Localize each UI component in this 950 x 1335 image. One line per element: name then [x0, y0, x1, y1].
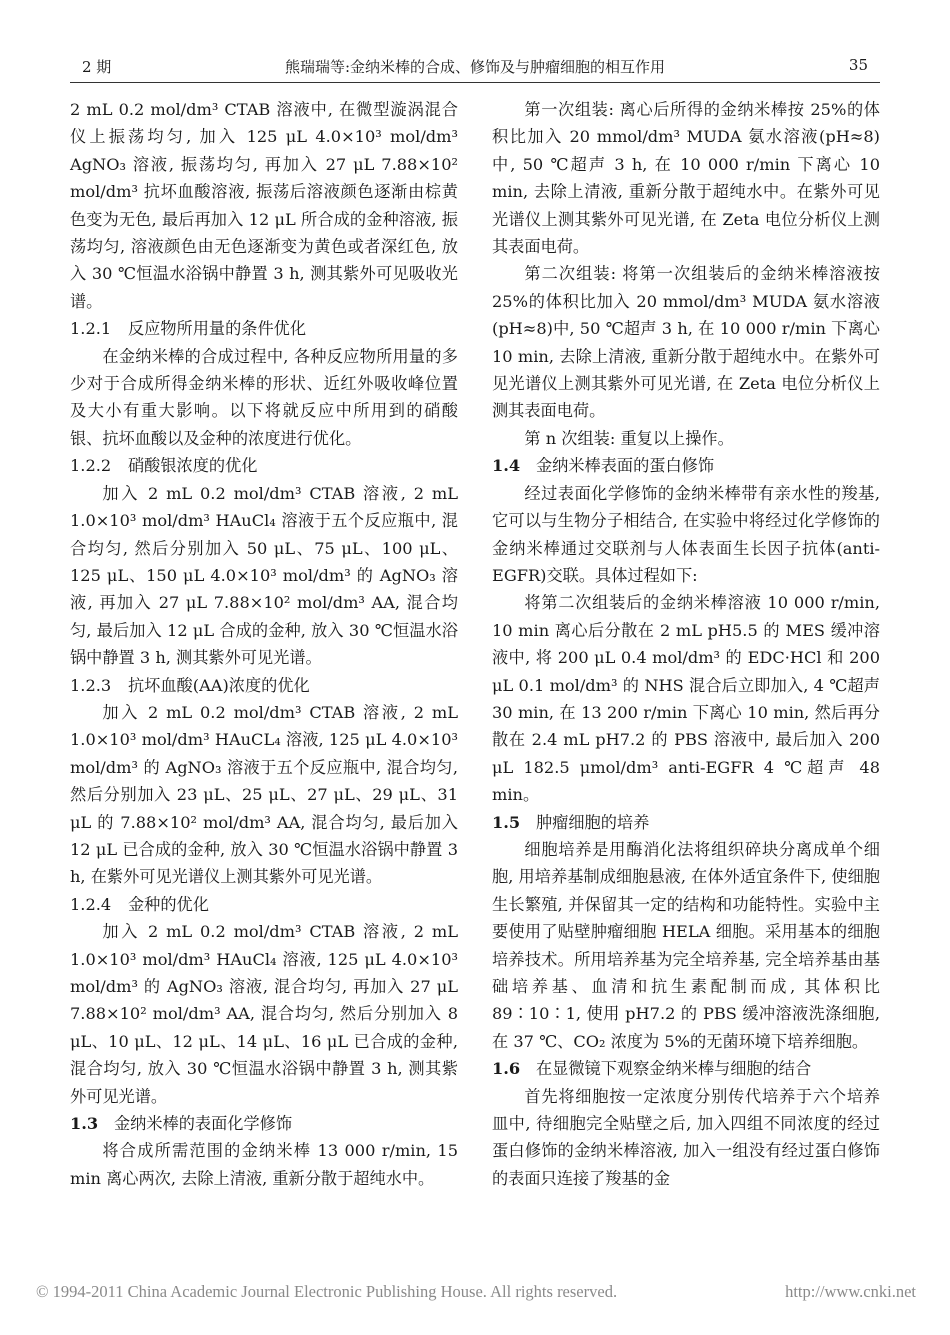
body-paragraph: 第 n 次组装: 重复以上操作。: [524, 428, 734, 448]
section-title: 抗坏血酸(AA)浓度的优化: [128, 675, 310, 695]
section-title: 在显微镜下观察金纳米棒与细胞的结合: [536, 1059, 812, 1079]
copyright-notice: © 1994-2011 China Academic Journal Electronic Publishing House. All rights reserved.: [36, 1282, 618, 1301]
body-paragraph: 首先将细胞按一定浓度分别传代培养于六个培养皿中, 待细胞完全贴壁之后, 加入四组不同浓度的经过蛋白修饰的金纳米棒溶液, 加入一组没有经过蛋白修饰的表面只连接了羧基的金: [492, 1086, 880, 1188]
section-heading: [70, 891, 458, 918]
body-paragraph: 加入 2 mL 0.2 mol/dm³ CTAB 溶液, 2 mL 1.0×10³ mol/dm³ HAuCL₄ 溶液, 125 μL 4.0×10³ mol/dm³ 的 AgNO₃ 溶液于五个反应瓶中, 混合均匀, 然后分别加入 23 μL、25 μL、27 μL、29 μL、31 μL 的 7.88×10² mol/dm³ AA, 混合均匀, 最后加入 12 μL 已合成的金种, 放入 30 ℃恒温水浴锅中静置 3 h, 在紫外可见光谱仪上测其紫外可见光谱。: [70, 702, 458, 887]
section-number: 1.2.4: [70, 894, 112, 914]
body-paragraph: 第二次组装: 将第一次组装后的金纳米棒溶液按 25%的体积比加入 20 mmol/dm³ MUDA 氨水溶液(pH≈8)中, 50 ℃超声 3 h, 在 10 000 r/min 下离心 10 min, 去除上清液, 重新分散于超纯水中。在紫外可见光谱仪上测其紫外可见光谱, 在 Zeta 电位分析仪上测其表面电荷。: [492, 264, 880, 421]
running-title: 熊瑞瑞等:金纳米棒的合成、修饰及与肿瘤细胞的相互作用: [284, 58, 666, 76]
section-heading: [492, 809, 880, 836]
section-heading: [70, 672, 458, 699]
section-number: 1.5: [492, 812, 521, 832]
body-paragraph: 将第二次组装后的金纳米棒溶液 10 000 r/min, 10 min 离心后分散在 2 mL pH5.5 的 MES 缓冲溶液中, 将 200 μL 0.4 mol/dm³ 的 EDC·HCl 和 200 μL 0.1 mol/dm³ 的 NHS 混合后立即加入, 4 ℃超声 30 min, 在 13 200 r/min 下离心 10 min, 然后再分散在 2.4 mL pH7.2 的 PBS 溶液中, 最后加入 200 μL 182.5 μmol/dm³ anti-EGFR 4 ℃超声 48 min。: [492, 593, 880, 805]
section-number: 1.3: [70, 1114, 99, 1134]
body-paragraph: 在金纳米棒的合成过程中, 各种反应物所用量的多少对于合成所得金纳米棒的形状、近红外吸收峰位置及大小有重大影响。以下将就反应中所用到的硝酸银、抗坏血酸以及金种的浓度进行优化。: [70, 346, 458, 448]
left-column: [70, 96, 458, 1192]
body-paragraph: 加入 2 mL 0.2 mol/dm³ CTAB 溶液, 2 mL 1.0×10³ mol/dm³ HAuCl₄ 溶液于五个反应瓶中, 混合均匀, 然后分别加入 50 μL、75 μL、100 μL、125 μL、150 μL 4.0×10³ mol/dm³ 的 AgNO₃ 溶液, 再加入 27 μL 7.88×10² mol/dm³ AA, 混合均匀, 最后加入 12 μL 合成的金种, 放入 30 ℃恒温水浴锅中静置 3 h, 测其紫外可见光谱。: [70, 483, 458, 668]
section-heading: [492, 452, 880, 479]
section-title: 反应物所用量的条件优化: [128, 319, 307, 339]
section-title: 肿瘤细胞的培养: [536, 812, 650, 832]
section-number: 1.6: [492, 1059, 521, 1079]
section-number: 1.2.2: [70, 456, 112, 476]
footer-url[interactable]: http://www.cnki.net: [785, 1282, 916, 1301]
section-title: 金纳米棒表面的蛋白修饰: [536, 456, 715, 476]
issue-number: 2 期: [82, 58, 112, 76]
right-column: [492, 96, 880, 1192]
header-rule: [70, 82, 880, 83]
body-paragraph: 2 mL 0.2 mol/dm³ CTAB 溶液中, 在微型漩涡混合仪上振荡均匀, 加入 125 μL 4.0×10³ mol/dm³ AgNO₃ 溶液, 振荡均匀, 再加入 27 μL 7.88×10² mol/dm³ 抗坏血酸溶液, 振荡后溶液颜色逐渐由棕黄色变为无色, 最后再加入 12 μL 所合成的金种溶液, 振荡均匀, 溶液颜色由无色逐渐变为黄色或者深红色, 放入 30 ℃恒温水浴锅中静置 3 h, 测其紫外可见吸收光谱。: [70, 100, 458, 311]
section-number: 1.2.1: [70, 319, 112, 339]
page-number: 35: [848, 56, 868, 74]
section-heading: [70, 452, 458, 479]
section-title: 金纳米棒的表面化学修饰: [114, 1114, 293, 1134]
section-title: 金种的优化: [128, 894, 209, 914]
section-title: 硝酸银浓度的优化: [128, 456, 258, 476]
running-header: [70, 54, 880, 80]
body-paragraph: 经过表面化学修饰的金纳米棒带有亲水性的羧基, 它可以与生物分子相结合, 在实验中将经过化学修饰的金纳米棒通过交联剂与人体表面生长因子抗体(anti-EGFR)交联。具体过程如下:: [492, 483, 880, 585]
body-paragraph: 将合成所需范围的金纳米棒 13 000 r/min, 15 min 离心两次, 去除上清液, 重新分散于超纯水中。: [70, 1141, 458, 1188]
section-heading: [492, 1055, 880, 1082]
body-paragraph: 加入 2 mL 0.2 mol/dm³ CTAB 溶液, 2 mL 1.0×10³ mol/dm³ HAuCl₄ 溶液, 125 μL 4.0×10³ mol/dm³ 的 AgNO₃ 溶液, 混合均匀, 再加入 27 μL 7.88×10² mol/dm³ AA, 混合均匀, 然后分别加入 8 μL、10 μL、12 μL、14 μL、16 μL 已合成的金种, 混合均匀, 放入 30 ℃恒温水浴锅中静置 3 h, 测其紫外可见光谱。: [70, 922, 458, 1106]
section-number: 1.4: [492, 456, 521, 476]
body-paragraph: 细胞培养是用酶消化法将组织碎块分离成单个细胞, 用培养基制成细胞悬液, 在体外适宜条件下, 使细胞生长繁殖, 并保留其一定的结构和功能特性。实验中主要使用了贴壁肿瘤细胞 HELA 细胞。采用基本的细胞培养技术。所用培养基为完全培养基, 完全培养基由基础培养基、血清和抗生素配制而成, 其体积比 89∶10∶1, 使用 pH7.2 的 PBS 缓冲溶液洗涤细胞, 在 37 ℃、CO₂ 浓度为 5%的无菌环境下培养细胞。: [492, 839, 880, 1051]
section-number: 1.2.3: [70, 675, 112, 695]
body-paragraph: 第一次组装: 离心后所得的金纳米棒按 25%的体积比加入 20 mmol/dm³ MUDA 氨水溶液(pH≈8)中, 50 ℃超声 3 h, 在 10 000 r/min 下离心 10 min, 去除上清液, 重新分散于超纯水中。在紫外可见光谱仪上测其紫外可见光谱, 在 Zeta 电位分析仪上测其表面电荷。: [492, 100, 880, 257]
section-heading: [70, 315, 458, 342]
section-heading: [70, 1110, 458, 1137]
